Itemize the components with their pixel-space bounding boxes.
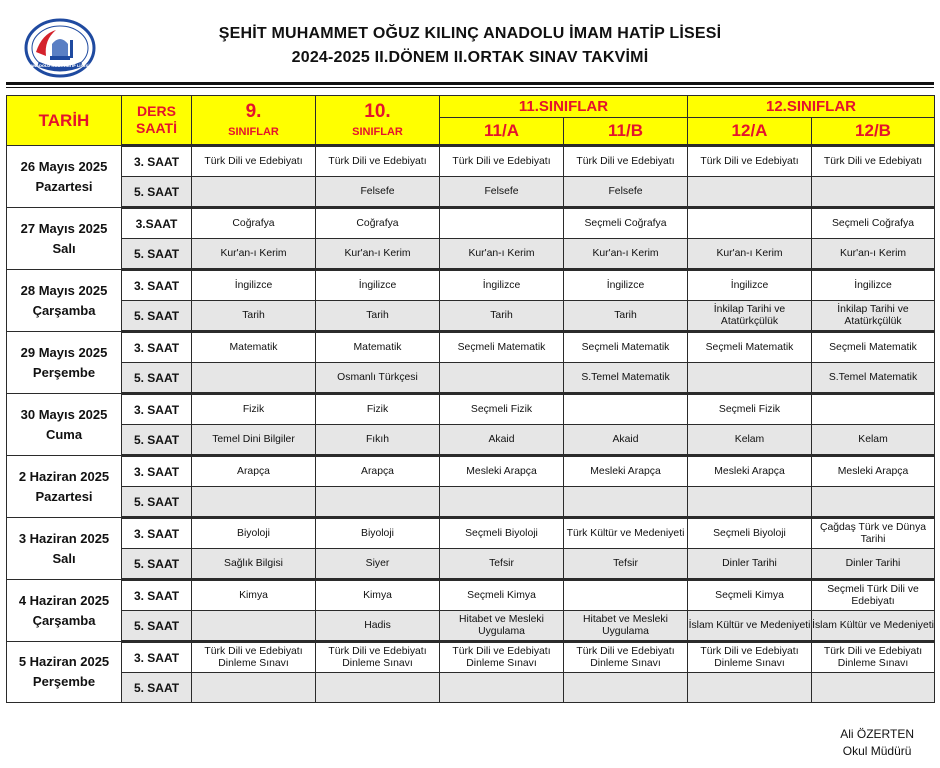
exam-cell: Türk Dili ve Edebiyatı [316, 146, 440, 177]
header-grade-11: 11.SINIFLAR [440, 96, 688, 118]
exam-cell: S.Temel Matematik [812, 363, 935, 394]
exam-cell [192, 611, 316, 642]
exam-weekday: Pazartesi [35, 488, 93, 504]
exam-date: 29 Mayıs 2025 [20, 344, 108, 360]
header-ders-line2: SAATİ [136, 120, 177, 136]
lesson-period: 3.SAAT [122, 208, 192, 239]
lesson-period: 5. SAAT [122, 363, 192, 394]
exam-cell: Coğrafya [316, 208, 440, 239]
schedule-row [7, 456, 935, 487]
exam-cell: Seçmeli Matematik [688, 332, 812, 363]
date-cell [7, 642, 122, 703]
exam-cell: Kur'an-ı Kerim [812, 239, 935, 270]
exam-cell: Türk Dili ve Edebiyatı [564, 146, 688, 177]
exam-cell: Kelam [812, 425, 935, 456]
exam-cell [440, 673, 564, 703]
schedule-row [7, 394, 935, 425]
exam-cell: Dinler Tarihi [812, 549, 935, 580]
lesson-period: 3. SAAT [122, 580, 192, 611]
exam-cell: Siyer [316, 549, 440, 580]
schedule-row [7, 642, 935, 673]
lesson-period: 5. SAAT [122, 549, 192, 580]
exam-cell [688, 363, 812, 394]
lesson-period: 3. SAAT [122, 332, 192, 363]
lesson-period: 3. SAAT [122, 642, 192, 673]
lesson-period: 3. SAAT [122, 146, 192, 177]
exam-cell: İslam Kültür ve Medeniyeti [688, 611, 812, 642]
title-rule [6, 82, 934, 85]
date-cell [7, 518, 122, 580]
schedule-row [7, 673, 935, 703]
exam-schedule-table [6, 95, 935, 703]
lesson-period: 5. SAAT [122, 239, 192, 270]
exam-cell: Çağdaş Türk ve Dünya Tarihi [812, 518, 935, 549]
exam-cell: Arapça [192, 456, 316, 487]
schedule-row [7, 208, 935, 239]
header-class-11b: 11/B [564, 118, 688, 146]
exam-cell: Seçmeli Türk Dili ve Edebiyatı [812, 580, 935, 611]
exam-cell: Fizik [316, 394, 440, 425]
exam-cell [812, 394, 935, 425]
grade-10-number: 10. [364, 101, 391, 122]
exam-cell: S.Temel Matematik [564, 363, 688, 394]
exam-date: 26 Mayıs 2025 [20, 158, 108, 174]
exam-cell: Kur'an-ı Kerim [564, 239, 688, 270]
schedule-row [7, 487, 935, 518]
exam-cell: Fizik [192, 394, 316, 425]
exam-weekday: Salı [52, 240, 76, 256]
lesson-period: 5. SAAT [122, 425, 192, 456]
lesson-period: 5. SAAT [122, 673, 192, 703]
header-ders-saati [122, 96, 192, 146]
exam-cell: Türk Dili ve Edebiyatı Dinleme Sınavı [192, 642, 316, 673]
exam-cell: Hitabet ve Mesleki Uygulama [564, 611, 688, 642]
schedule-row [7, 518, 935, 549]
exam-cell [440, 208, 564, 239]
exam-cell: Türk Dili ve Edebiyatı Dinleme Sınavı [564, 642, 688, 673]
exam-cell: Akaid [564, 425, 688, 456]
header-grade-10 [316, 96, 440, 146]
exam-cell [688, 673, 812, 703]
header-ders-line1: DERS [137, 103, 176, 119]
exam-cell: Seçmeli Kimya [688, 580, 812, 611]
exam-cell [564, 394, 688, 425]
exam-cell: Kur'an-ı Kerim [688, 239, 812, 270]
exam-cell: Tarih [564, 301, 688, 332]
exam-cell: Türk Dili ve Edebiyatı [192, 146, 316, 177]
exam-cell [316, 673, 440, 703]
school-name: ŞEHİT MUHAMMET OĞUZ KILINÇ ANADOLU İMAM HATİP LİSESİ [218, 25, 722, 42]
exam-cell: Kimya [316, 580, 440, 611]
exam-cell: Türk Dili ve Edebiyatı [440, 146, 564, 177]
date-cell [7, 394, 122, 456]
exam-cell [564, 673, 688, 703]
exam-cell: Tarih [192, 301, 316, 332]
document-title [110, 22, 830, 70]
lesson-period: 5. SAAT [122, 301, 192, 332]
exam-cell [192, 487, 316, 518]
exam-cell: Hitabet ve Mesleki Uygulama [440, 611, 564, 642]
exam-weekday: Perşembe [32, 674, 96, 689]
schedule-body [7, 146, 935, 703]
exam-date: 30 Mayıs 2025 [20, 406, 108, 422]
exam-cell [316, 487, 440, 518]
header-grade-9 [192, 96, 316, 146]
exam-cell: Kelam [688, 425, 812, 456]
exam-cell [192, 363, 316, 394]
exam-cell [812, 487, 935, 518]
exam-cell: Kur'an-ı Kerim [316, 239, 440, 270]
exam-cell: Mesleki Arapça [440, 456, 564, 487]
exam-cell: Mesleki Arapça [564, 456, 688, 487]
exam-cell: Türk Dili ve Edebiyatı Dinleme Sınavı [688, 642, 812, 673]
exam-cell: İngilizce [812, 270, 935, 301]
exam-cell: Türk Kültür ve Medeniyeti [564, 518, 688, 549]
schedule-row [7, 146, 935, 177]
date-cell [7, 208, 122, 270]
schedule-row [7, 363, 935, 394]
exam-cell: Mesleki Arapça [688, 456, 812, 487]
exam-weekday: Cuma [45, 426, 83, 442]
exam-cell: Biyoloji [316, 518, 440, 549]
exam-weekday: Çarşamba [32, 612, 96, 628]
exam-cell: Fıkıh [316, 425, 440, 456]
date-cell [7, 580, 122, 642]
exam-cell: Seçmeli Matematik [564, 332, 688, 363]
exam-cell: Osmanlı Türkçesi [316, 363, 440, 394]
exam-cell [440, 363, 564, 394]
exam-cell: Türk Dili ve Edebiyatı Dinleme Sınavı [316, 642, 440, 673]
exam-cell: Seçmeli Matematik [440, 332, 564, 363]
exam-cell [192, 177, 316, 208]
exam-cell: Felsefe [440, 177, 564, 208]
exam-cell: Tefsir [564, 549, 688, 580]
exam-cell [564, 487, 688, 518]
exam-cell: Türk Dili ve Edebiyatı [812, 146, 935, 177]
exam-cell: Hadis [316, 611, 440, 642]
lesson-period: 3. SAAT [122, 518, 192, 549]
exam-date: 27 Mayıs 2025 [20, 220, 108, 236]
schedule-row [7, 425, 935, 456]
exam-cell: Arapça [316, 456, 440, 487]
lesson-period: 5. SAAT [122, 487, 192, 518]
exam-cell: Kur'an-ı Kerim [440, 239, 564, 270]
schedule-row [7, 580, 935, 611]
schedule-row [7, 239, 935, 270]
exam-cell [440, 487, 564, 518]
title-rule-thin [6, 87, 934, 88]
exam-cell [564, 580, 688, 611]
header-class-12b: 12/B [812, 118, 935, 146]
lesson-period: 3. SAAT [122, 270, 192, 301]
date-cell [7, 270, 122, 332]
exam-date: 28 Mayıs 2025 [20, 282, 108, 298]
exam-cell: Temel Dini Bilgiler [192, 425, 316, 456]
schedule-row [7, 177, 935, 208]
lesson-period: 3. SAAT [122, 456, 192, 487]
exam-cell: Felsefe [316, 177, 440, 208]
schedule-row [7, 301, 935, 332]
header-class-11a: 11/A [440, 118, 564, 146]
exam-cell: Matematik [316, 332, 440, 363]
exam-cell: Tarih [316, 301, 440, 332]
lesson-period: 3. SAAT [122, 394, 192, 425]
exam-date: 3 Haziran 2025 [18, 530, 110, 546]
exam-cell: Mesleki Arapça [812, 456, 935, 487]
exam-cell: İnkilap Tarihi ve Atatürkçülük [688, 301, 812, 332]
exam-cell: İngilizce [688, 270, 812, 301]
grade-9-number: 9. [245, 101, 262, 122]
exam-cell: Türk Dili ve Edebiyatı [688, 146, 812, 177]
exam-cell: Seçmeli Matematik [812, 332, 935, 363]
exam-cell [688, 487, 812, 518]
exam-cell: İngilizce [564, 270, 688, 301]
schedule-row [7, 611, 935, 642]
svg-text:ANADOLU İMAM HATİP LİSESİ: ANADOLU İMAM HATİP LİSESİ [30, 64, 90, 68]
exam-cell [688, 208, 812, 239]
exam-cell: İngilizce [440, 270, 564, 301]
exam-cell: Seçmeli Biyoloji [688, 518, 812, 549]
exam-cell: Türk Dili ve Edebiyatı Dinleme Sınavı [440, 642, 564, 673]
exam-cell: Seçmeli Biyoloji [440, 518, 564, 549]
exam-cell: Dinler Tarihi [688, 549, 812, 580]
exam-weekday: Çarşamba [32, 302, 96, 318]
exam-cell: Seçmeli Kimya [440, 580, 564, 611]
exam-cell [812, 177, 935, 208]
lesson-period: 5. SAAT [122, 177, 192, 208]
exam-cell: Coğrafya [192, 208, 316, 239]
header-grade-12: 12.SINIFLAR [688, 96, 935, 118]
schedule-row [7, 270, 935, 301]
exam-date: 2 Haziran 2025 [18, 468, 110, 484]
school-emblem-icon [22, 18, 98, 78]
schedule-row [7, 332, 935, 363]
exam-cell: Biyoloji [192, 518, 316, 549]
exam-cell: Felsefe [564, 177, 688, 208]
header-tarih: TARİH [7, 96, 122, 146]
exam-cell: Kur'an-ı Kerim [192, 239, 316, 270]
exam-weekday: Pazartesi [35, 178, 93, 194]
exam-cell: İslam Kültür ve Medeniyeti [812, 611, 935, 642]
principal-name: Ali ÖZERTEN [840, 727, 914, 741]
schedule-row [7, 549, 935, 580]
exam-cell: Seçmeli Fizik [440, 394, 564, 425]
exam-cell: Kimya [192, 580, 316, 611]
date-cell [7, 332, 122, 394]
exam-date: 4 Haziran 2025 [18, 592, 110, 608]
exam-cell: Matematik [192, 332, 316, 363]
grade-10-label: SINIFLAR [352, 126, 403, 138]
exam-cell [192, 673, 316, 703]
exam-date: 5 Haziran 2025 [18, 654, 110, 669]
exam-cell: İngilizce [316, 270, 440, 301]
principal-title: Okul Müdürü [842, 744, 912, 758]
exam-cell: Seçmeli Fizik [688, 394, 812, 425]
exam-cell: Akaid [440, 425, 564, 456]
exam-cell [812, 673, 935, 703]
exam-cell: İngilizce [192, 270, 316, 301]
grade-9-label: SINIFLAR [228, 126, 279, 138]
exam-cell [688, 177, 812, 208]
exam-cell: Türk Dili ve Edebiyatı Dinleme Sınavı [812, 642, 935, 673]
exam-weekday: Salı [52, 550, 76, 566]
exam-cell: Seçmeli Coğrafya [564, 208, 688, 239]
lesson-period: 5. SAAT [122, 611, 192, 642]
school-logo [22, 18, 98, 78]
exam-cell: İnkilap Tarihi ve Atatürkçülük [812, 301, 935, 332]
exam-cell: Tefsir [440, 549, 564, 580]
exam-cell: Tarih [440, 301, 564, 332]
exam-cell: Seçmeli Coğrafya [812, 208, 935, 239]
header-class-12a: 12/A [688, 118, 812, 146]
date-cell [7, 456, 122, 518]
signature-block [840, 726, 914, 760]
exam-weekday: Perşembe [32, 364, 96, 380]
date-cell [7, 146, 122, 208]
exam-cell: Sağlık Bilgisi [192, 549, 316, 580]
exam-calendar-title: 2024-2025 II.DÖNEM II.ORTAK SINAV TAKVİMİ [291, 49, 649, 66]
